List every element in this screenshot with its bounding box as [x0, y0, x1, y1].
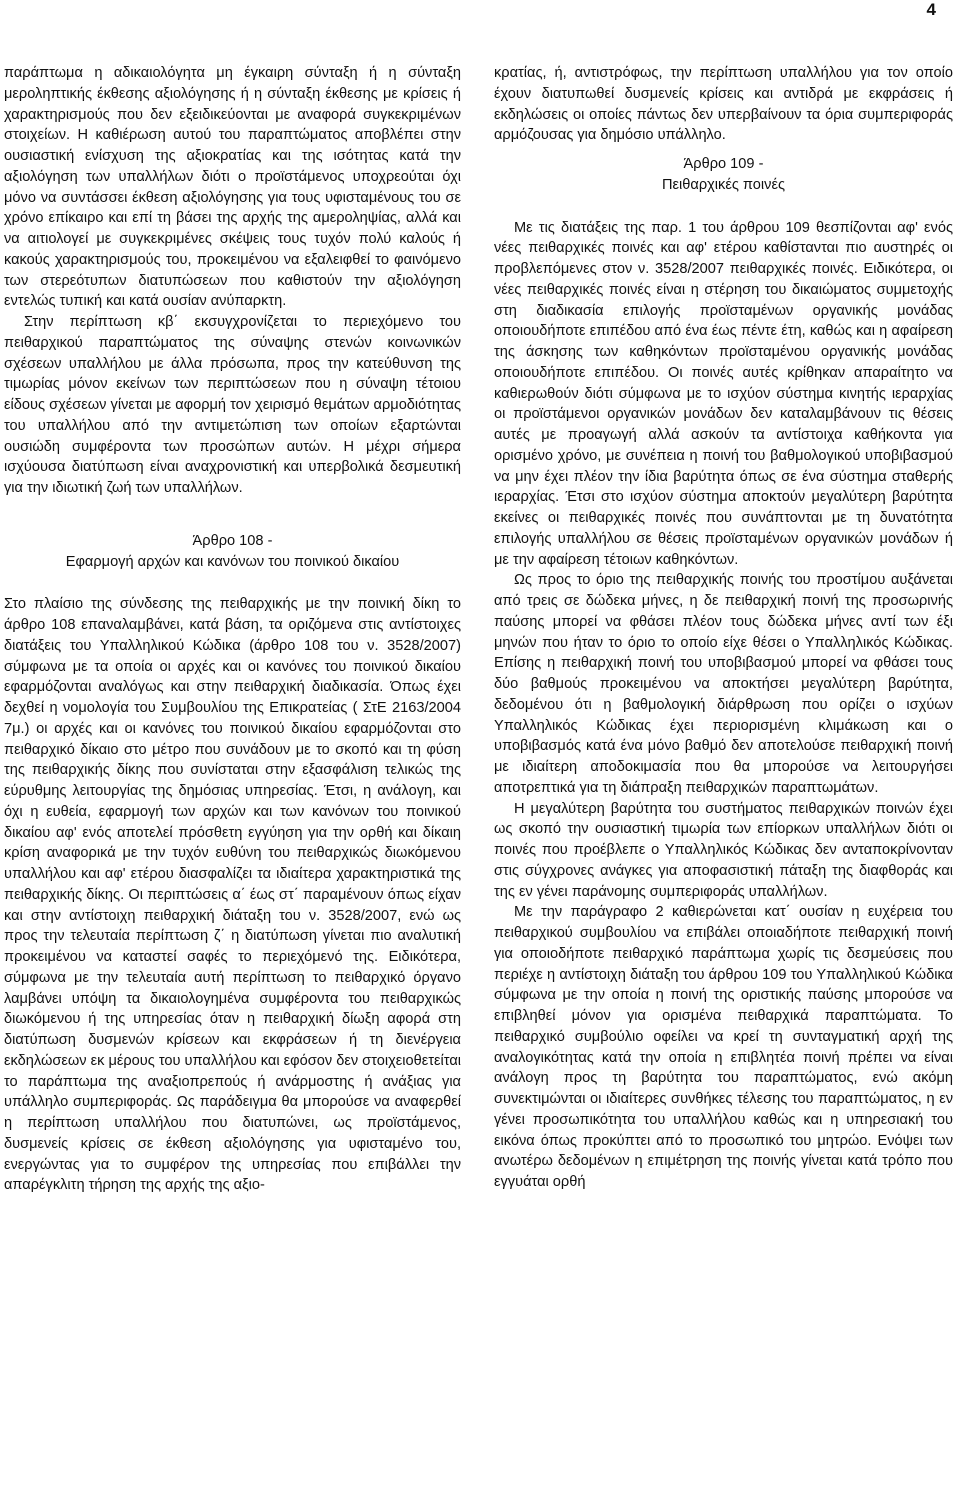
left-paragraph-1: παράπτωμα η αδικαιολόγητα μη έγκαιρη σύνταξη ή η σύνταξη μεροληπτικής έκθεσης αξιολόγησης ή η σύνταξη έκθεσης με κρίσεις ή χαρακτηρισμούς που δεν εξειδικεύονται με αναφορά συγκεκριμένων στοιχείων. Η καθιέρωση αυτού του παραπτώματος αποβλέπει στην ουσιαστική ενίσχυση της αξιοκρατίας και της ισότητας κατά την αξιολόγηση των υπαλλήλων διότι ο προϊστάμενος υποχρεούται όχι μόνο να συντάσσει έκθεση αξιολόγησης για τους υφισταμένους του σε χρόνο επίκαιρο και επί τη βάσει της αρχής της αμεροληψίας, αλλά και να αιτιολογεί με συγκεκριμένες σκέψεις τους τυχόν πολύ καλούς ή κακούς χαρακτηρισμούς του, προκειμένου να εξαλειφθεί το φαινόμενο των στερεότυπων διατυπώσεων που καθιστούν την αξιολόγηση εντελώς τυπική και κατά ουσίαν ανύπαρκτη. [4, 65, 461, 310]
article-109-number: Άρθρο 109 - [683, 156, 764, 172]
right-paragraph-5: Με την παράγραφο 2 καθιερώνεται κατ΄ ουσίαν η ευχέρεια του πειθαρχικού συμβουλίου να επιβάλει οποιαδήποτε πειθαρχική ποινή για οποιοδήποτε πειθαρχικό παράπτωμα χωρίς τις δεσμεύσεις που περιέχε η αντίστοιχη διάταξη του άρθρου 109 του Υπαλληλικού Κώδικα σύμφωνα με την οποία η ποινή της οριστικής παύσης μπορούσε να επιβληθεί μόνον για ορισμένα πειθαρχικά παραπτώματα. Το πειθαρχικό συμβούλιο οφείλει να κρεί τη συνταγματική αρχή της αναλογικότητας κατά την οποία η επιβλητέα ποινή πρέπει να είναι ανάλογη προς τη βαρύτητα του παραπτώματος, ενώ ακόμη συνεκτιμώνται οι ιδιαίτερες συνθήκες τέλεσης του παραπτώματος, η εν γένει προσωπικότητα του υπαλλήλου καθώς και η υπηρεσιακή του εικόνα όπως προκύπτει από το προσωπικό του μητρώο. Ενόψει των ανωτέρω δεδομένων η επιμέτρηση της ποινής γίνεται κατά τρόπο που εγγυάται ορθή [494, 904, 953, 1190]
page-number: 4 [926, 0, 936, 19]
article-108-number: Άρθρο 108 - [192, 532, 273, 549]
right-paragraph-1: κρατίας, ή, αντιστρόφως, την περίπτωση υπαλλήλου για τον οποίο έχουν διατυπωθεί δυσμενείς κρίσεις και αντιδρά με εκφράσεις ή εκδηλώσεις οι οποίες πάντως δεν υπερβαίνουν τα όρια συμπεριφοράς αρμόζουσας για δημόσιο υπάλληλο. [494, 65, 953, 144]
right-column [494, 63, 953, 1193]
article-108-title: Εφαρμογή αρχών και κανόνων του ποινικού δικαίου [65, 553, 400, 570]
left-paragraph-3: Στο πλαίσιο της σύνδεσης της πειθαρχικής με την ποινική δίκη το άρθρο 108 επαναλαμβάνει, κατά βάση, τα οριζόμενα στις αντίστοιχες διατάξεις του Υπαλληλικού Κώδικα (άρθρο 108 του ν. 3528/2007) σύμφωνα με τα οποία οι αρχές και οι κανόνες του ποινικού δικαίου εφαρμόζονται αναλόγως και στην πειθαρχική διαδικασία. Όπως έχει δεχθεί η νομολογία του Συμβουλίου της Επικρατείας ( ΣτΕ 2163/2004 7μ.) οι αρχές και οι κανόνες του ποινικού δικαίου εφαρμόζονται στο πειθαρχικό δίκαιο στο μέτρο που συνάδουν με το σκοπό και τη φύση της πειθαρχικής δίκης που συνίσταται στην εξασφάλιση τελικώς της εύρυθμης λειτουργίας της δημόσιας υπηρεσίας. Έτσι, η ανάλογη, και όχι η ευθεία, εφαρμογή των αρχών και των κανόνων του ποινικού δικαίου αφ' ενός αποτελεί πρόσθετη εγγύηση για την ορθή και δίκαιη κρίση αναφορικά με την τυχόν ευθύνη του πειθαρχικώς διωκόμενου υπαλλήλου και αφ' ετέρου διασφαλίζει τα ιδιαίτερα χαρακτηριστικά της πειθαρχικής δίκης. Οι περιπτώσεις α΄ έως στ΄ παραμένουν όπως είχαν και στην αντίστοιχη πειθαρχική διάταξη του ν. 3528/2007, ενώ ως προς την τελευταία περίπτωση ζ΄ η διατύπωση γίνεται πιο αναλυτική προκειμένου να καταστεί σαφές το περιεχόμενό της. Ειδικότερα, σύμφωνα με την τελευταία αυτή περίπτωση το πειθαρχικό όργανο λαμβάνει υπόψη τα δικαιολογημένα συμφέροντα του πειθαρχικώς διωκόμενου ή της υπηρεσίας όταν η πειθαρχική δίωξη αφορά στη διατύπωση δυσμενών κρίσεων και εκφράσεων ή τη διενέργεια εκδηλώσεων εκ μέρους του υπαλλήλου και εφόσον δεν στοιχειοθετείται το παράπτωμα της αναξιοπρεπούς ή ανάρμοστης ή ανάξιας για υπάλληλο συμπεριφοράς. Ως παράδειγμα θα μπορούσε να αναφερθεί η περίπτωση υπαλλήλου που διατυπώνει, ως προϊστάμενος, δυσμενείς κρίσεις σε έκθεση αξιολόγησης για υφισταμένο του, ενεργώντας για το συμφέρον της υπηρεσίας που επιβάλλει την απαρέγκλιτη τήρηση της αρχής της αξιο- [4, 596, 461, 1194]
right-paragraph-2: Με τις διατάξεις της παρ. 1 του άρθρου 109 θεσπίζονται αφ' ενός νέες πειθαρχικές ποινές και αφ' ετέρου καθίστανται πιο αυστηρές οι προβλεπόμενες στον ν. 3528/2007 πειθαρχικές ποινές. Ειδικότερα, οι νέες πειθαρχικές ποινές είναι η στέρηση του δικαιώματος συμμετοχής στη διαδικασία επιλογής προϊσταμένων οργανικής μονάδας οποιουδήποτε επιπέδου από ένα έως πέντε έτη, καθώς και η αφαίρεση της άσκησης των καθηκόντων προϊσταμένου οργανικής μονάδας οποιουδήποτε επιπέδου. Οι ποινές αυτές κρίθηκαν απαραίτητο να καθιερωθούν διότι σύμφωνα με το ισχύον σύστημα κινητής ιεραρχίας οι προϊστάμενοι οργανικών μονάδων δεν καταλαμβάνουν τις θέσεις αυτές με προαγωγή αλλά ασκούν τα αντίστοιχα καθήκοντα για ορισμένο χρόνο, με συνέπεια η ποινή του βαθμολογικού υποβιβασμού να μην έχει πλέον την ίδια βαρύτητα όπως σε ένα σύστημα σταθερής ιεραρχίας. Έτσι στο ισχύον σύστημα αποκτούν μεγαλύτερη βαρύτητα εκείνες οι πειθαρχικές ποινές που συνάπτονται με τη δυνατότητα επιλογής υπαλλήλου σε θέσεις προϊσταμένων οργανικών μονάδων ή με την αφαίρεση τέτοιων καθηκόντων. [494, 219, 953, 568]
right-paragraph-3: Ως προς το όριο της πειθαρχικής ποινής του προστίμου αυξάνεται από τρεις σε δώδεκα μήνες, η δε πειθαρχική ποινή της προσωρινής παύσης μπορεί να φθάσει πλέον τους δώδεκα μήνες αντί των έξι μηνών που ήταν το όριο το οποίο είχε θέσει ο Υπαλληλικός Κώδικας. Επίσης η πειθαρχική ποινή του υποβιβασμού μπορεί να φθάσει τους δύο βαθμούς προκειμένου να αποκτήσει μεγαλύτερη βαρύτητα, δεδομένου ότι η βαθμολογική διάρθρωση που ορίζει ο ισχύων Υπαλληλικός Κώδικας έχει περιορισμένη κλιμάκωση και ο υποβιβασμός κατά ένα μόνο βαθμό δεν αποτελούσε πειθαρχική ποινή με ιδιαίτερη αποδοκιμασία που θα μπορούσε να λειτουργήσει αποτρεπτικά για τη διάπραξη πειθαρχικών παραπτωμάτων. [494, 572, 953, 796]
left-column [4, 63, 461, 1196]
article-109-title: Πειθαρχικές ποινές [662, 176, 785, 193]
right-paragraph-4: Η μεγαλύτερη βαρύτητα του συστήματος πειθαρχικών ποινών έχει ως σκοπό την ουσιαστική τιμωρία των επίορκων υπαλλήλων διότι οι ποινές που προέβλεπε ο Υπαλληλικός Κώδικας δεν ανταποκρίνονταν στις σύγχρονες ανάγκες για αποφασιστική πάταξη της διαφθοράς και της εν γένει παράνομης συμπεριφοράς υπαλλήλων. [494, 800, 953, 900]
left-paragraph-2: Στην περίπτωση κβ΄ εκσυγχρονίζεται το περιεχόμενο του πειθαρχικού παραπτώματος της σύναψης στενών κοινωνικών σχέσεων υπαλλήλου με άλλα πρόσωπα, προς την κατεύθυνση της τιμωρίας μόνον εκείνων των περιπτώσεων που η σύναψη τέτοιου είδους σχέσεων γίνεται με αφορμή τον χειρισμό θεμάτων αρμοδιότητας του υπαλλήλου από την αντιμετώπιση των οποίων εξαρτώνται ουσιώδη συμφέροντα των προσώπων αυτών. Η μέχρι σήμερα ισχύουσα διατύπωση είναι αναχρονιστική και υπερβολικά δεσμευτική για την ιδιωτική ζωή των υπαλλήλων. [4, 314, 461, 496]
